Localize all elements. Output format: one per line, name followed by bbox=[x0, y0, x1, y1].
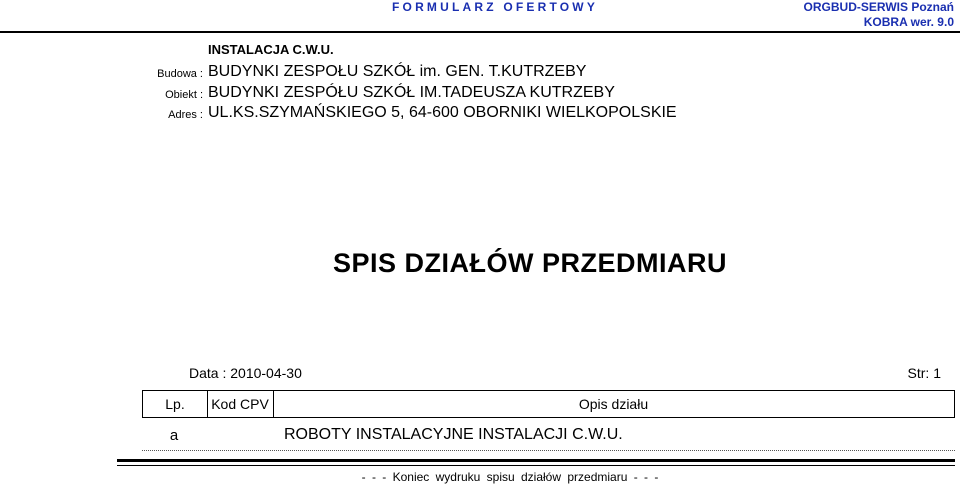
document-title: SPIS DZIAŁÓW PRZEDMIARU bbox=[333, 248, 727, 278]
row-divider bbox=[142, 450, 955, 451]
form-title: FORMULARZ OFERTOWY bbox=[392, 0, 599, 14]
budowa-label: Budowa : bbox=[157, 68, 203, 80]
page-number: Str: 1 bbox=[907, 365, 941, 381]
adres-label: Adres : bbox=[168, 109, 203, 121]
column-header-cpv: Kod CPV bbox=[211, 396, 269, 412]
adres-value: UL.KS.SZYMAŃSKIEGO 5, 64-600 OBORNIKI WIELKOPOLSKIE bbox=[208, 104, 677, 121]
end-rule-thin bbox=[117, 465, 955, 466]
company-name: ORGBUD-SERWIS Poznań bbox=[803, 0, 954, 14]
obiekt-label: Obiekt : bbox=[165, 89, 203, 101]
budowa-value: BUDYNKI ZESPOŁU SZKÓŁ im. GEN. T.KUTRZEBY bbox=[208, 63, 587, 80]
obiekt-value: BUDYNKI ZESPÓŁU SZKÓŁ IM.TADEUSZA KUTRZEBY bbox=[208, 84, 615, 101]
document-date: Data : 2010-04-30 bbox=[189, 365, 302, 381]
table-row-lp: a bbox=[169, 427, 179, 444]
table-row-opis: ROBOTY INSTALACYJNE INSTALACJI C.W.U. bbox=[284, 426, 623, 443]
installation-name: INSTALACJA C.W.U. bbox=[208, 42, 334, 57]
table-header bbox=[142, 390, 955, 418]
column-header-lp: Lp. bbox=[165, 396, 185, 412]
company-block bbox=[804, 0, 954, 30]
column-header-opis: Opis działu bbox=[578, 396, 649, 412]
header-divider bbox=[0, 31, 960, 33]
end-rule-thick bbox=[117, 459, 955, 462]
end-of-print-footer: - - - Koniec wydruku spisu działów przedmiaru - - - bbox=[361, 470, 659, 484]
program-version: KOBRA wer. 9.0 bbox=[863, 15, 954, 29]
